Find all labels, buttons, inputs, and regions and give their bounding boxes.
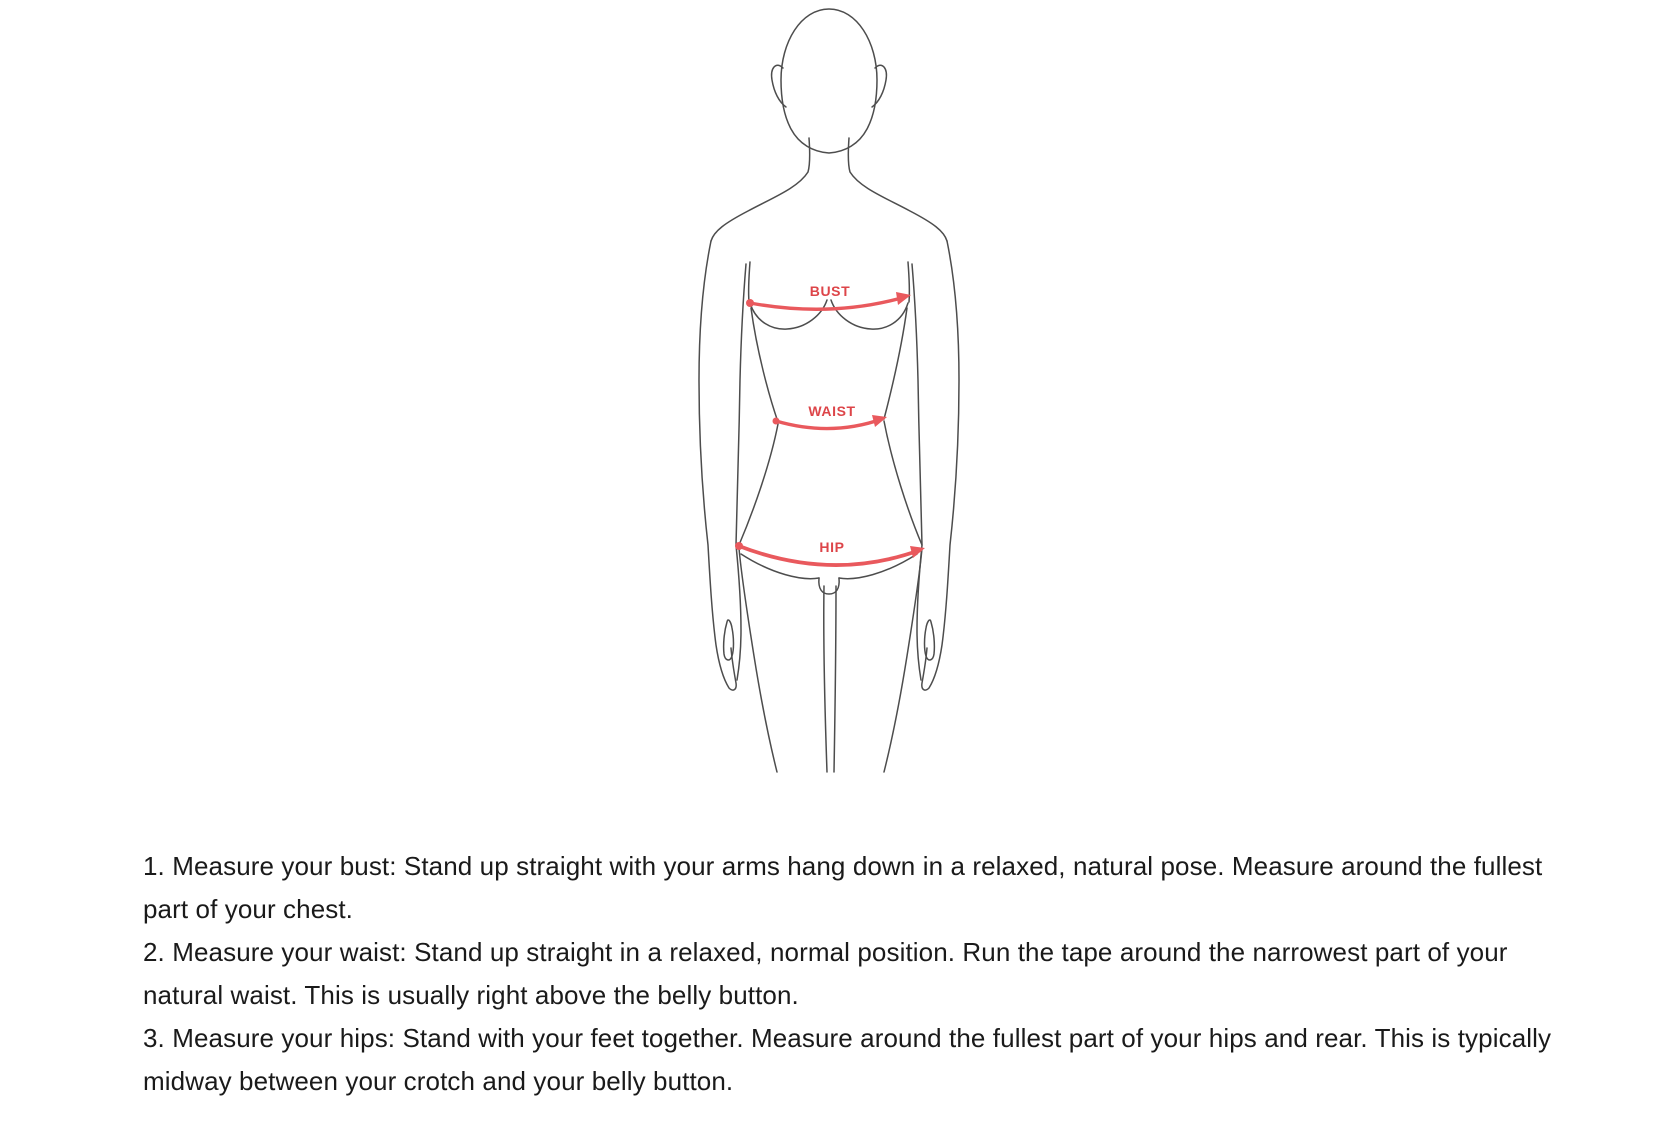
left-neck-shoulder xyxy=(711,138,810,241)
left-chest-side xyxy=(749,262,750,302)
right-outer-leg xyxy=(884,548,922,772)
right-inner-leg xyxy=(834,586,836,772)
hip-label: HIP xyxy=(819,539,845,555)
instruction-item-bust xyxy=(143,845,1553,931)
left-ear xyxy=(772,65,786,107)
left-thumb xyxy=(724,620,734,660)
instruction-number: 2. xyxy=(143,937,165,967)
measurement-arrows-group xyxy=(739,297,920,565)
left-outer-leg xyxy=(739,548,777,772)
left-torso-to-waist xyxy=(751,308,778,422)
right-ear xyxy=(872,65,886,107)
left-waist-to-hip xyxy=(739,424,778,545)
measurement-labels-group xyxy=(808,283,855,555)
right-torso-to-waist xyxy=(884,308,907,419)
instruction-item-waist xyxy=(143,931,1553,1017)
arrow-endpoints-group xyxy=(735,292,925,558)
body-outline-figure xyxy=(650,0,1010,790)
head-outline xyxy=(781,9,877,153)
right-thumb xyxy=(925,620,935,660)
hip-line-start-dot xyxy=(735,542,743,550)
instruction-item-hips xyxy=(143,1017,1553,1103)
body-outline-group xyxy=(699,9,959,772)
instruction-number: 1. xyxy=(143,851,165,881)
instruction-text: Measure your waist: Stand up straight in a relaxed, normal position. Run the tape around the narrowest part of your natural waist. This is usually right above the belly button. xyxy=(143,937,1508,1010)
measurement-instructions xyxy=(143,845,1553,1103)
waist-measure-line xyxy=(776,419,882,429)
bust-line-start-dot xyxy=(746,299,754,307)
right-neck-shoulder xyxy=(848,138,947,241)
waist-line-start-dot xyxy=(773,418,780,425)
instruction-number: 3. xyxy=(143,1023,165,1053)
bust-label: BUST xyxy=(809,283,851,299)
right-waist-to-hip xyxy=(884,421,922,545)
instruction-text: Measure your bust: Stand up straight with your arms hang down in a relaxed, natural pose. Measure around the fullest part of your chest. xyxy=(143,851,1543,924)
left-inner-leg xyxy=(824,586,827,772)
measurement-diagram xyxy=(650,0,1010,790)
waist-label: WAIST xyxy=(808,403,856,419)
instruction-text: Measure your hips: Stand with your feet together. Measure around the fullest part of your hips and rear. This is typically midway between your crotch and your belly button. xyxy=(143,1023,1552,1096)
left-arm-inner xyxy=(736,264,746,680)
